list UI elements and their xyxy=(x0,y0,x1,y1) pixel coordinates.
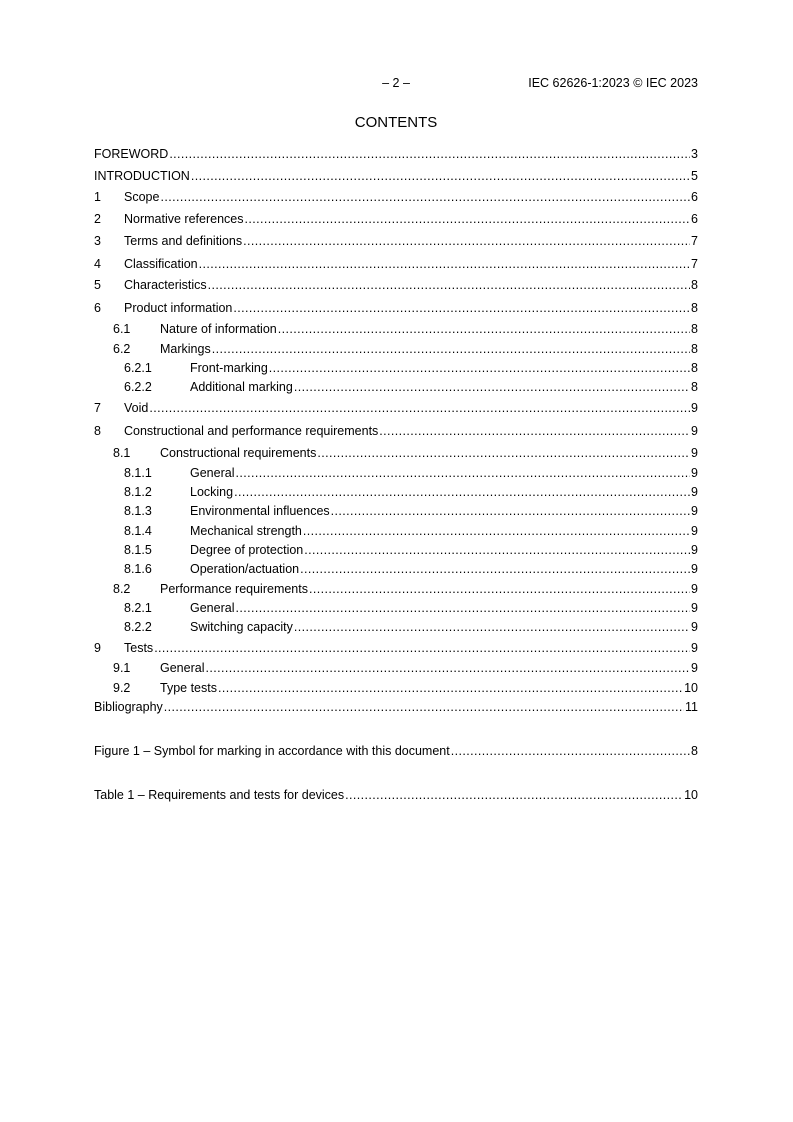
toc-entry-number: 6.2.2 xyxy=(124,380,152,394)
toc-entry-number: 6.1 xyxy=(113,322,131,336)
toc-entry[interactable] xyxy=(94,542,698,558)
toc-entry-number: 8.1.3 xyxy=(124,504,152,518)
toc-entry[interactable] xyxy=(94,640,698,656)
toc-entry-title: Bibliography xyxy=(94,700,163,714)
dot-leader xyxy=(317,445,690,461)
dot-leader xyxy=(164,699,684,715)
dot-leader xyxy=(309,581,690,597)
dot-leader xyxy=(294,379,690,395)
toc-entry-title: Nature of information xyxy=(160,322,277,336)
toc-entry-title: Constructional requirements xyxy=(160,446,317,460)
toc-entry-page: 11 xyxy=(685,700,698,714)
toc-entry-page: 6 xyxy=(691,190,698,204)
dot-leader xyxy=(451,743,690,759)
dot-leader xyxy=(245,211,691,227)
toc-entry-page: 8 xyxy=(691,342,698,356)
toc-entry-number: 8.1.5 xyxy=(124,543,152,557)
toc-entry-page: 9 xyxy=(691,504,698,518)
dot-leader xyxy=(234,484,690,500)
toc-entry[interactable] xyxy=(94,360,698,376)
toc-entry-number: 7 xyxy=(94,401,101,415)
toc-entry-page: 5 xyxy=(691,169,698,183)
toc-entry-page: 8 xyxy=(691,322,698,336)
toc-entry-title: Environmental influences xyxy=(190,504,330,518)
dot-leader xyxy=(331,503,690,519)
toc-entry-title: Additional marking xyxy=(190,380,293,394)
toc-entry-title: Void xyxy=(124,401,149,415)
toc-entry-title: FOREWORD xyxy=(94,147,169,161)
toc-entry-page: 3 xyxy=(691,147,698,161)
toc-entry-title: Scope xyxy=(124,190,160,204)
toc-entry[interactable] xyxy=(94,619,698,635)
toc-entry-title: Characteristics xyxy=(124,278,207,292)
toc-entry-title: Product information xyxy=(124,301,233,315)
toc-entry-page: 10 xyxy=(684,788,698,802)
toc-entry[interactable] xyxy=(94,699,698,715)
toc-entry-page: 9 xyxy=(691,543,698,557)
toc-entry-title: Figure 1 – Symbol for marking in accordance with this document xyxy=(94,744,450,758)
dot-leader xyxy=(379,423,690,439)
dot-leader xyxy=(205,660,690,676)
dot-leader xyxy=(294,619,690,635)
dot-leader xyxy=(169,146,690,162)
dot-leader xyxy=(235,600,690,616)
toc-entry-number: 8.1.2 xyxy=(124,485,152,499)
toc-entry-title: Tests xyxy=(124,641,154,655)
dot-leader xyxy=(243,233,690,249)
toc-entry-page: 8 xyxy=(691,278,698,292)
toc-entry[interactable] xyxy=(94,581,698,597)
dot-leader xyxy=(345,787,683,803)
toc-entry-number: 9.2 xyxy=(113,681,131,695)
toc-entry-number: 8 xyxy=(94,424,101,438)
toc-entry[interactable] xyxy=(94,484,698,500)
toc-entry[interactable] xyxy=(94,680,698,696)
toc-entry-title: Operation/actuation xyxy=(190,562,300,576)
toc-entry[interactable] xyxy=(94,503,698,519)
dot-leader xyxy=(154,640,690,656)
list-of-tables-entry[interactable] xyxy=(94,787,698,803)
toc-entry[interactable] xyxy=(94,277,698,293)
dot-leader xyxy=(233,300,690,316)
toc-entry-page: 7 xyxy=(691,257,698,271)
toc-entry[interactable] xyxy=(94,400,698,416)
toc-entry-page: 9 xyxy=(691,620,698,634)
toc-entry[interactable] xyxy=(94,211,698,227)
toc-entry-title: Switching capacity xyxy=(190,620,293,634)
dot-leader xyxy=(212,341,690,357)
toc-entry[interactable] xyxy=(94,561,698,577)
toc-entry-title: Classification xyxy=(124,257,198,271)
toc-entry[interactable] xyxy=(94,465,698,481)
toc-entry-page: 9 xyxy=(691,401,698,415)
toc-entry[interactable] xyxy=(94,256,698,272)
toc-entry-title: Type tests xyxy=(160,681,217,695)
toc-entry-page: 8 xyxy=(691,380,698,394)
dot-leader xyxy=(149,400,690,416)
toc-entry-number: 1 xyxy=(94,190,101,204)
toc-entry-title: Mechanical strength xyxy=(190,524,302,538)
toc-entry-number: 5 xyxy=(94,278,101,292)
toc-entry-page: 9 xyxy=(691,466,698,480)
toc-entry-title: Normative references xyxy=(124,212,244,226)
toc-entry-number: 2 xyxy=(94,212,101,226)
toc-entry-title: Performance requirements xyxy=(160,582,308,596)
toc-entry-number: 4 xyxy=(94,257,101,271)
toc-entry-page: 10 xyxy=(684,681,698,695)
toc-entry-page: 9 xyxy=(691,641,698,655)
toc-entry-page: 9 xyxy=(691,601,698,615)
toc-entry[interactable] xyxy=(94,445,698,461)
toc-entry[interactable] xyxy=(94,600,698,616)
toc-entry-page: 9 xyxy=(691,661,698,675)
toc-entry[interactable] xyxy=(94,660,698,676)
list-of-figures-entry[interactable] xyxy=(94,743,698,759)
toc-entry-number: 6.2.1 xyxy=(124,361,152,375)
toc-entry-number: 9 xyxy=(94,641,101,655)
toc-entry-title: Locking xyxy=(190,485,234,499)
toc-entry-page: 8 xyxy=(691,744,698,758)
toc-entry[interactable] xyxy=(94,341,698,357)
toc-entry-number: 8.1.1 xyxy=(124,466,152,480)
toc-entry-title: INTRODUCTION xyxy=(94,169,190,183)
toc-entry-title: Front-marking xyxy=(190,361,268,375)
toc-entry[interactable] xyxy=(94,146,698,162)
toc-entry-page: 6 xyxy=(691,212,698,226)
toc-entry-title: Degree of protection xyxy=(190,543,304,557)
dot-leader xyxy=(300,561,690,577)
dot-leader xyxy=(304,542,690,558)
toc-entry-title: General xyxy=(190,601,235,615)
toc-entry-page: 9 xyxy=(691,562,698,576)
toc-entry-title: Constructional and performance requirements xyxy=(124,424,379,438)
toc-entry[interactable] xyxy=(94,321,698,337)
toc-entry-number: 8.2.2 xyxy=(124,620,152,634)
toc-entry[interactable] xyxy=(94,189,698,205)
toc-entry-number: 8.1 xyxy=(113,446,131,460)
dot-leader xyxy=(269,360,690,376)
toc-entry-number: 9.1 xyxy=(113,661,131,675)
dot-leader xyxy=(199,256,690,272)
page-number: – 2 – xyxy=(382,76,410,90)
toc-entry-title: Table 1 – Requirements and tests for devices xyxy=(94,788,345,802)
contents-title: CONTENTS xyxy=(354,114,438,131)
toc-entry-page: 9 xyxy=(691,582,698,596)
toc-entry-page: 7 xyxy=(691,234,698,248)
toc-entry[interactable] xyxy=(94,300,698,316)
dot-leader xyxy=(278,321,690,337)
toc-entry-number: 3 xyxy=(94,234,101,248)
dot-leader xyxy=(208,277,690,293)
toc-entry[interactable] xyxy=(94,233,698,249)
toc-entry-page: 9 xyxy=(691,424,698,438)
toc-entry-page: 9 xyxy=(691,485,698,499)
toc-entry-number: 6.2 xyxy=(113,342,131,356)
toc-entry-number: 8.2.1 xyxy=(124,601,152,615)
dot-leader xyxy=(191,168,690,184)
dot-leader xyxy=(303,523,690,539)
toc-entry-number: 6 xyxy=(94,301,101,315)
toc-entry-number: 8.1.6 xyxy=(124,562,152,576)
toc-entry-number: 8.2 xyxy=(113,582,131,596)
page-header xyxy=(94,76,698,92)
toc-entry-page: 9 xyxy=(691,524,698,538)
dot-leader xyxy=(218,680,683,696)
toc-entry-title: General xyxy=(190,466,235,480)
document-id: IEC 62626-1:2023 © IEC 2023 xyxy=(528,76,698,90)
toc-entry-page: 9 xyxy=(691,446,698,460)
dot-leader xyxy=(235,465,690,481)
toc-entry[interactable] xyxy=(94,379,698,395)
toc-entry[interactable] xyxy=(94,523,698,539)
toc-entry-number: 8.1.4 xyxy=(124,524,152,538)
toc-entry-page: 8 xyxy=(691,301,698,315)
toc-entry-title: Markings xyxy=(160,342,211,356)
toc-entry-title: General xyxy=(160,661,205,675)
dot-leader xyxy=(160,189,690,205)
toc-entry-page: 8 xyxy=(691,361,698,375)
toc-entry[interactable] xyxy=(94,423,698,439)
toc-entry[interactable] xyxy=(94,168,698,184)
toc-entry-title: Terms and definitions xyxy=(124,234,243,248)
